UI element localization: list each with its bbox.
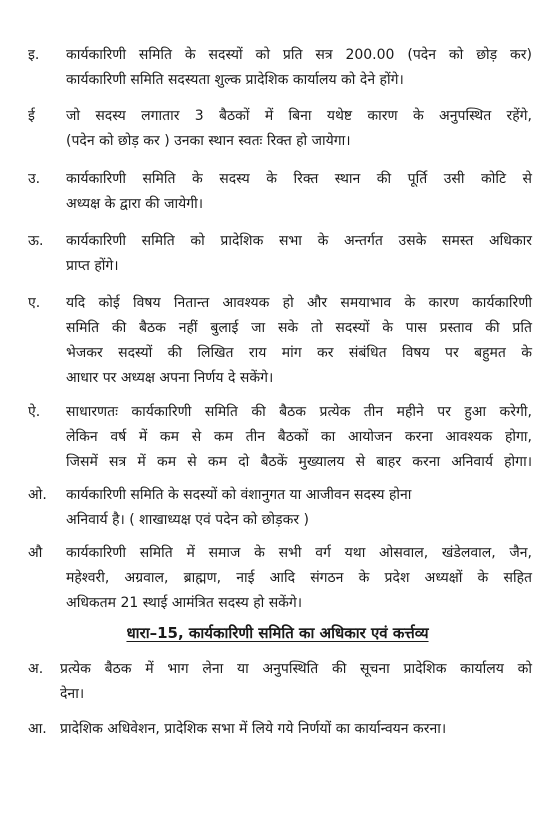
clause-marker: ई [28,108,35,124]
clause-line: कार्यकारिणी समिति के सदस्य के रिक्त स्थान की पूर्ति उसी कोटि से [66,171,532,187]
clause-marker: औ [28,545,43,561]
clause-line: कार्यकारिणी समिति में समाज के सभी वर्ग यथा ओसवाल, खंडेलवाल, जैन, [66,545,532,561]
clause-marker: इ. [28,47,40,63]
clause-line: प्राप्त होंगे। [66,258,119,274]
clause-text [66,400,532,475]
clause-line: जो सदस्य लगातार 3 बैठकों में बिना यथेष्ट कारण के अनुपस्थित रहेंगे, [66,108,532,124]
clause-marker: उ. [28,171,41,187]
clause-marker: ओ. [28,487,47,503]
clause-line: (पदेन को छोड़ कर ) उनका स्थान स्वतः रिक्त हो जायेगा। [66,133,351,149]
clause-line: अध्यक्ष के द्वारा की जायेगी। [66,196,204,212]
clause-text [66,229,532,279]
clause-line: कार्यकारिणी समिति के सदस्यों को प्रति सत्र 200.00 (पदेन को छोड़ कर) [66,47,532,63]
clause-text [66,483,532,533]
clause-text [66,167,532,217]
clause-text [66,43,532,93]
clause-marker: ए. [28,295,41,311]
clause-text [60,657,532,707]
clause-line: प्रादेशिक अधिवेशन, प्रादेशिक सभा में लिये गये निर्णयों का कार्यान्वयन करना। [60,721,447,737]
clause-marker: आ. [28,721,47,737]
clause-line: अधिकतम 21 स्थाई आमंत्रित सदस्य हो सकेंगे। [66,595,303,611]
clause-line: प्रत्येक बैठक में भाग लेना या अनुपस्थिति की सूचना प्रादेशिक कार्यालय को [60,661,532,677]
clause-marker: ऊ. [28,233,44,249]
clause-line: कार्यकारिणी समिति सदस्यता शुल्क प्रादेशिक कार्यालय को देने होंगे। [66,72,404,88]
clause-text [60,717,532,742]
clause-line: साधारणतः कार्यकारिणी समिति की बैठक प्रत्येक तीन महीने पर हुआ करेगी, [66,404,532,420]
clause-text [66,541,532,616]
clause-text [66,104,532,154]
clause-line: कार्यकारिणी समिति के सदस्यों को वंशानुगत या आजीवन सदस्य होना [66,487,412,503]
clause-line: आधार पर अध्यक्ष अपना निर्णय दे सकेंगे। [66,370,274,386]
clause-line: जिसमें सत्र में कम से कम दो बैठकें मुख्यालय से बाहर करना अनिवार्य होगा। [66,454,532,470]
clause-line: अनिवार्य है। ( शाखाध्यक्ष एवं पदेन को छोड़कर ) [66,512,310,528]
clause-marker: ऐ. [28,404,41,420]
section-heading: धारा–15, कार्यकारिणी समिति का अधिकार एवं कर्त्तव्य [126,624,429,642]
clause-line: समिति की बैठक नहीं बुलाई जा सके तो सदस्यों के पास प्रस्ताव की प्रति [66,320,532,336]
clause-line: लेकिन वर्ष में कम से कम तीन बैठकों का आयोजन करना आवश्यक होगा, [66,429,532,445]
clause-line: भेजकर सदस्यों की लिखित राय मांग कर संबंधित विषय पर बहुमत के [66,345,532,361]
clause-line: यदि कोई विषय नितान्त आवश्यक हो और समयाभाव के कारण कार्यकारिणी [66,295,532,311]
clause-line: महेश्वरी, अग्रवाल, ब्राह्मण, नाई आदि संगठन के प्रदेश अध्यक्षों के सहित [66,570,532,586]
clause-line: कार्यकारिणी समिति को प्रादेशिक सभा के अन्तर्गत उसके समस्त अधिकार [66,233,532,249]
clause-line: देना। [60,686,85,702]
clause-marker: अ. [28,661,44,677]
clause-text [66,291,532,391]
